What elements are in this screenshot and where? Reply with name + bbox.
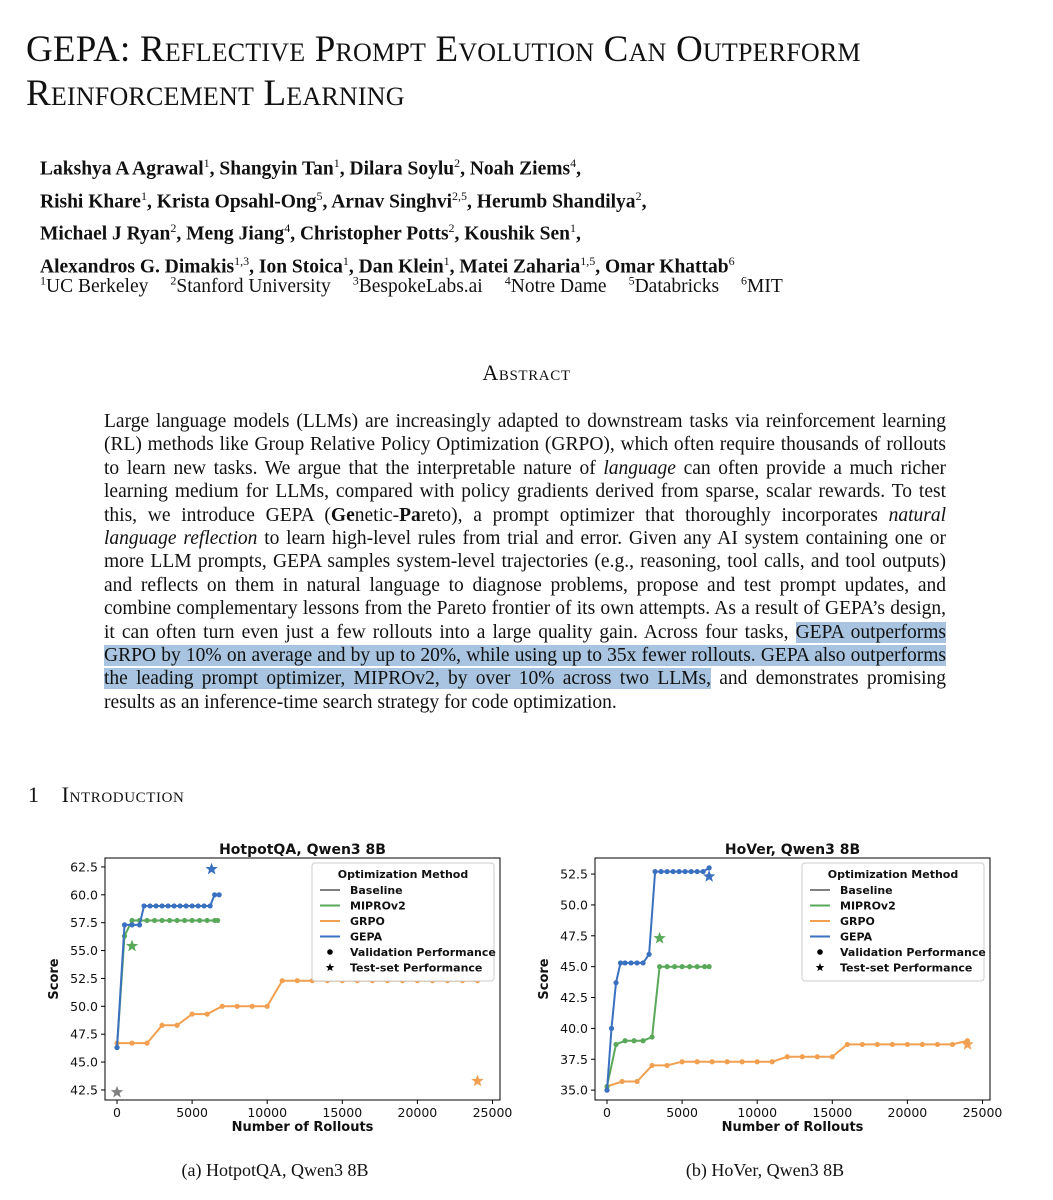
- abstract-text: Large language models (LLMs) are increasingly adapted to downstream tasks via reinforcement learning (RL) methods like Group Relative Policy Optimization (GRPO), which often require thousands of rollouts to learn new tasks. We argue that the interpretable nature of: [104, 411, 946, 479]
- x-tick-label: 0: [603, 1105, 611, 1120]
- y-tick-label: 55.0: [70, 943, 98, 959]
- data-point-miprov2: [215, 918, 220, 923]
- data-point-gepa: [165, 903, 170, 908]
- data-point-grpo: [755, 1059, 760, 1064]
- x-tick-label: 0: [113, 1105, 121, 1120]
- data-point-grpo: [875, 1042, 880, 1047]
- series-line-grpo: [607, 1041, 968, 1087]
- legend-title: Optimization Method: [337, 868, 469, 881]
- data-point-grpo: [920, 1042, 925, 1047]
- affiliation-name: Stanford University: [176, 275, 331, 297]
- series-line-miprov2: [607, 967, 709, 1087]
- data-point-gepa: [707, 865, 712, 870]
- affiliation: [628, 273, 720, 297]
- paper-title: [26, 28, 1036, 116]
- data-point-gepa: [652, 869, 657, 874]
- data-point-gepa: [159, 903, 164, 908]
- data-point-miprov2: [657, 964, 662, 969]
- affiliation-name: Databricks: [634, 275, 720, 297]
- data-point-grpo: [695, 1059, 700, 1064]
- author-name: Shangyin Tan: [219, 158, 334, 180]
- abstract-heading: Abstract: [482, 360, 571, 385]
- affiliation-mark: 4: [504, 273, 511, 287]
- abstract-bold: Pa: [399, 504, 421, 526]
- data-point-gepa: [122, 922, 127, 927]
- legend-marker-circle: [327, 949, 333, 955]
- data-point-miprov2: [672, 964, 677, 969]
- test-point-gepa: [206, 863, 218, 875]
- affiliation-mark: 2: [170, 273, 177, 287]
- highlighted-text[interactable]: GEPA outperforms GRPO by 10% on average and by up to 20%, while using up to 35x fewer rollouts. GEPA also outperforms the leading prompt optimizer, MIPROv2, by over 10% across two LLMs,: [104, 621, 946, 690]
- affiliation-mark: 3: [352, 273, 359, 287]
- data-point-grpo: [785, 1054, 790, 1059]
- author-name: Ion Stoica: [258, 256, 343, 277]
- data-point-gepa: [217, 892, 222, 897]
- affiliation-list: [40, 273, 1020, 298]
- data-point-grpo: [860, 1042, 865, 1047]
- author-name: Krista Opsahl-Ong: [156, 191, 317, 212]
- data-point-miprov2: [190, 918, 195, 923]
- x-tick-label: 25000: [962, 1105, 1003, 1120]
- affiliation-mark: 1: [40, 273, 46, 287]
- section-title: Introduction: [61, 782, 185, 807]
- data-point-grpo: [174, 1023, 179, 1028]
- test-point-miprov2: [126, 940, 138, 952]
- affiliation: [170, 273, 331, 297]
- data-point-gepa: [153, 903, 158, 908]
- author-name: Lakshya A Agrawal: [40, 158, 204, 180]
- data-point-grpo: [800, 1054, 805, 1059]
- abstract-text: netic-: [354, 504, 400, 526]
- author-name: Michael J Ryan: [40, 223, 171, 245]
- author-line: Rishi Khare$^1$, Krista Opsahl-Ong$^5$, Arnav Singhvi$^{2,5}$, Herumb Shandilya$^2$,: [40, 188, 647, 212]
- author-name: Rishi Khare: [40, 191, 141, 212]
- data-point-gepa: [190, 903, 195, 908]
- legend-marker-circle: [817, 949, 823, 955]
- data-point-grpo: [220, 1004, 225, 1009]
- x-tick-label: 10000: [737, 1105, 778, 1120]
- y-tick-label: 47.5: [560, 928, 588, 944]
- data-point-gepa: [114, 1045, 119, 1050]
- legend-label: Validation Performance: [840, 946, 986, 959]
- y-tick-label: 52.5: [70, 970, 98, 986]
- author-line: Alexandros G. Dimakis$^{1,3}$, Ion Stoica$^1$, Dan Klein$^1$, Matei Zaharia$^{1,5}$, Omar Khattab$^6$: [40, 253, 735, 277]
- y-tick-label: 47.5: [70, 1026, 98, 1042]
- legend-label: Validation Performance: [350, 946, 496, 959]
- x-tick-label: 20000: [887, 1105, 928, 1120]
- data-point-grpo: [159, 1023, 164, 1028]
- x-axis-label: Number of Rollouts: [721, 1120, 864, 1135]
- data-point-gepa: [618, 960, 623, 965]
- data-point-grpo: [740, 1059, 745, 1064]
- abstract-text: reto), a prompt optimizer that thoroughly incorporates: [420, 504, 889, 526]
- y-tick-label: 42.5: [560, 990, 588, 1006]
- data-point-gepa: [129, 922, 134, 927]
- data-point-grpo: [950, 1042, 955, 1047]
- y-tick-label: 52.5: [560, 866, 588, 882]
- author-affiliation-mark: 2: [448, 221, 455, 235]
- y-tick-label: 40.0: [560, 1020, 588, 1036]
- affiliation-name: BespokeLabs.ai: [358, 275, 483, 297]
- author-affiliation-mark: 1: [203, 156, 210, 170]
- affiliation: [352, 273, 483, 297]
- y-tick-label: 50.0: [70, 998, 98, 1014]
- data-point-grpo: [890, 1042, 895, 1047]
- legend-label: Baseline: [350, 884, 403, 897]
- y-tick-label: 35.0: [560, 1082, 588, 1098]
- author-affiliation-mark: 1: [140, 188, 147, 203]
- data-point-gepa: [622, 960, 627, 965]
- legend-title: Optimization Method: [827, 868, 959, 881]
- data-point-gepa: [628, 960, 633, 965]
- data-point-miprov2: [129, 918, 134, 923]
- data-point-miprov2: [631, 1038, 636, 1043]
- data-point-grpo: [129, 1041, 134, 1046]
- data-point-gepa: [695, 869, 700, 874]
- data-point-gepa: [634, 960, 639, 965]
- data-point-grpo: [664, 1063, 669, 1068]
- x-tick-label: 15000: [812, 1105, 853, 1120]
- data-point-miprov2: [680, 964, 685, 969]
- abstract-body: [104, 410, 946, 714]
- y-axis-label: Score: [47, 958, 62, 1000]
- data-point-grpo: [649, 1063, 654, 1068]
- data-point-gepa: [658, 869, 663, 874]
- data-point-miprov2: [159, 918, 164, 923]
- data-point-grpo: [619, 1079, 624, 1084]
- x-tick-label: 25000: [472, 1105, 513, 1120]
- chart-title: HotpotQA, Qwen3 8B: [219, 842, 386, 858]
- y-tick-label: 42.5: [70, 1082, 98, 1098]
- author-affiliation-mark: 2: [454, 156, 461, 170]
- data-point-gepa: [664, 869, 669, 874]
- data-point-gepa: [141, 903, 146, 908]
- author-name: Herumb Shandilya: [476, 191, 636, 212]
- data-point-miprov2: [664, 964, 669, 969]
- test-point-grpo: [471, 1075, 483, 1087]
- data-point-miprov2: [702, 964, 707, 969]
- data-point-gepa: [683, 869, 688, 874]
- test-point-baseline: [111, 1086, 123, 1098]
- abstract-text: and demonstrates promising results as an inference-time search strategy for code optimization.: [104, 668, 946, 713]
- author-affiliation-mark: 5: [316, 188, 323, 203]
- affiliation-mark: 6: [741, 273, 748, 287]
- data-point-miprov2: [695, 964, 700, 969]
- y-tick-label: 57.5: [70, 915, 98, 931]
- affiliation: [40, 273, 149, 297]
- legend-label: MIPROv2: [350, 899, 406, 913]
- data-point-grpo: [250, 1004, 255, 1009]
- author-affiliation-mark: 1: [443, 253, 450, 268]
- data-point-grpo: [935, 1042, 940, 1047]
- data-point-grpo: [280, 978, 285, 983]
- chart-hotpotqa: [30, 838, 520, 1148]
- data-point-gepa: [171, 903, 176, 908]
- test-point-grpo: [961, 1038, 973, 1050]
- data-point-grpo: [205, 1012, 210, 1017]
- data-point-miprov2: [205, 918, 210, 923]
- y-axis-label: Score: [537, 958, 552, 1000]
- legend-label: Test-set Performance: [840, 961, 973, 975]
- data-point-miprov2: [613, 1042, 618, 1047]
- author-affiliation-mark: 6: [728, 253, 735, 268]
- data-point-gepa: [196, 903, 201, 908]
- author-list: [40, 150, 1020, 280]
- title-line-2: Reinforcement Learning: [26, 73, 405, 114]
- data-point-miprov2: [197, 918, 202, 923]
- affiliation: [504, 273, 607, 297]
- section-heading: [28, 782, 184, 808]
- data-point-grpo: [265, 1004, 270, 1009]
- author-affiliation-mark: 2: [635, 188, 642, 203]
- author-name: Matei Zaharia: [459, 256, 581, 277]
- data-point-gepa: [177, 903, 182, 908]
- x-tick-label: 5000: [176, 1105, 209, 1120]
- author-name: Dilara Soylu: [349, 158, 455, 180]
- data-point-gepa: [604, 1088, 609, 1093]
- affiliation-name: Notre Dame: [510, 275, 607, 297]
- data-point-gepa: [137, 922, 142, 927]
- affiliation: [741, 273, 783, 297]
- test-point-miprov2: [653, 932, 665, 944]
- y-tick-label: 62.5: [70, 859, 98, 875]
- abstract-text: can often provide a much richer learning medium for LLMs, compared with policy gradients derived from sparse, scalar rewards. To test this, we introduce GEPA (: [104, 457, 946, 526]
- y-tick-label: 50.0: [560, 897, 588, 913]
- chart-hover: [520, 838, 1010, 1148]
- data-point-miprov2: [182, 918, 187, 923]
- data-point-miprov2: [167, 918, 172, 923]
- affiliation-name: MIT: [747, 275, 783, 297]
- data-point-grpo: [634, 1079, 639, 1084]
- caption-a: (a) HotpotQA, Qwen3 8B: [181, 1160, 369, 1180]
- data-point-grpo: [815, 1054, 820, 1059]
- author-name: Alexandros G. Dimakis: [40, 256, 235, 277]
- data-point-gepa: [689, 869, 694, 874]
- data-point-gepa: [677, 869, 682, 874]
- data-point-gepa: [147, 903, 152, 908]
- title-line-1: GEPA: Reflective Prompt Evolution Can Outperform: [26, 29, 861, 70]
- legend-label: GEPA: [840, 930, 873, 944]
- series-line-grpo: [117, 981, 478, 1043]
- data-point-grpo: [830, 1054, 835, 1059]
- author-name: Meng Jiang: [186, 223, 285, 245]
- abstract-emphasis: natural language reflection: [104, 504, 946, 550]
- figure-hotpotqa: [30, 838, 520, 1148]
- author-affiliation-mark: 2: [170, 221, 177, 235]
- data-point-gepa: [701, 869, 706, 874]
- section-number: 1: [28, 782, 40, 807]
- x-tick-label: 10000: [247, 1105, 288, 1120]
- affiliation-name: UC Berkeley: [46, 275, 149, 297]
- legend-label: GRPO: [840, 915, 875, 928]
- data-point-gepa: [202, 903, 207, 908]
- author-affiliation-mark: 1: [569, 221, 576, 235]
- x-tick-label: 5000: [666, 1105, 699, 1120]
- caption-b: (b) HoVer, Qwen3 8B: [685, 1160, 845, 1180]
- author-name: Arnav Singhvi: [331, 191, 453, 212]
- data-point-grpo: [905, 1042, 910, 1047]
- author-affiliation-mark: 4: [284, 221, 291, 235]
- data-point-grpo: [144, 1041, 149, 1046]
- author-affiliation-mark: 1: [333, 156, 340, 170]
- data-point-grpo: [235, 1004, 240, 1009]
- legend-label: GEPA: [350, 930, 383, 944]
- author-affiliation-mark: 4: [570, 156, 577, 170]
- y-tick-label: 45.0: [70, 1054, 98, 1070]
- data-point-grpo: [680, 1059, 685, 1064]
- author-name: Dan Klein: [358, 256, 444, 277]
- legend-label: GRPO: [350, 915, 385, 928]
- x-tick-label: 15000: [322, 1105, 363, 1120]
- data-point-gepa: [640, 960, 645, 965]
- series-line-miprov2: [117, 921, 218, 1048]
- author-line: Michael J Ryan$^2$, Meng Jiang$^4$, Christopher Potts$^2$, Koushik Sen$^1$,: [40, 221, 581, 245]
- legend-label: Baseline: [840, 884, 893, 897]
- author-affiliation-mark: 1,5: [580, 253, 596, 268]
- data-point-grpo: [725, 1059, 730, 1064]
- figure-hover: [520, 838, 1010, 1148]
- legend-label: MIPROv2: [840, 899, 896, 913]
- data-point-gepa: [212, 892, 217, 897]
- abstract-emphasis: language: [603, 457, 676, 479]
- data-point-grpo: [190, 1012, 195, 1017]
- data-point-gepa: [184, 903, 189, 908]
- data-point-gepa: [613, 980, 618, 985]
- data-point-gepa: [646, 952, 651, 957]
- author-affiliation-mark: 1,3: [234, 253, 250, 268]
- legend-label: Test-set Performance: [350, 961, 483, 975]
- data-point-gepa: [609, 1026, 614, 1031]
- data-point-miprov2: [622, 1038, 627, 1043]
- abstract-bold: Ge: [330, 504, 355, 526]
- data-point-miprov2: [707, 964, 712, 969]
- chart-title: HoVer, Qwen3 8B: [724, 842, 861, 858]
- author-name: Omar Khattab: [604, 256, 729, 277]
- author-name: Noah Ziems: [469, 158, 571, 180]
- data-point-gepa: [208, 903, 213, 908]
- affiliation-mark: 5: [628, 273, 635, 287]
- data-point-gepa: [670, 869, 675, 874]
- data-point-miprov2: [687, 964, 692, 969]
- data-point-grpo: [295, 978, 300, 983]
- author-line: Lakshya A Agrawal$^1$, Shangyin Tan$^1$, Dilara Soylu$^2$, Noah Ziems$^4$,: [40, 156, 581, 180]
- data-point-miprov2: [174, 918, 179, 923]
- data-point-grpo: [710, 1059, 715, 1064]
- x-axis-label: Number of Rollouts: [231, 1120, 374, 1135]
- data-point-miprov2: [152, 918, 157, 923]
- data-point-miprov2: [649, 1034, 654, 1039]
- data-point-miprov2: [640, 1038, 645, 1043]
- data-point-grpo: [770, 1059, 775, 1064]
- y-tick-label: 37.5: [560, 1051, 588, 1067]
- y-tick-label: 45.0: [560, 959, 588, 975]
- data-point-grpo: [845, 1042, 850, 1047]
- y-tick-label: 60.0: [70, 887, 98, 903]
- author-name: Christopher Potts: [299, 223, 449, 245]
- author-affiliation-mark: 2,5: [452, 188, 468, 203]
- author-affiliation-mark: 1: [342, 253, 349, 268]
- data-point-miprov2: [144, 918, 149, 923]
- author-name: Koushik Sen: [464, 223, 570, 245]
- x-tick-label: 20000: [397, 1105, 438, 1120]
- abstract-text: to learn high-level rules from trial and error. Given any AI system containing one or more LLM prompts, GEPA samples system-level trajectories (e.g., reasoning, tool calls, and tool outputs) and reflects on them in natural language to diagnose problems, propose and test prompt updates, and combine complementary lessons from the Pareto frontier of its own attempts. As a result of GEPA’s design, it can often turn even just a few rollouts into a large quality gain. Across four tasks,: [104, 528, 946, 643]
